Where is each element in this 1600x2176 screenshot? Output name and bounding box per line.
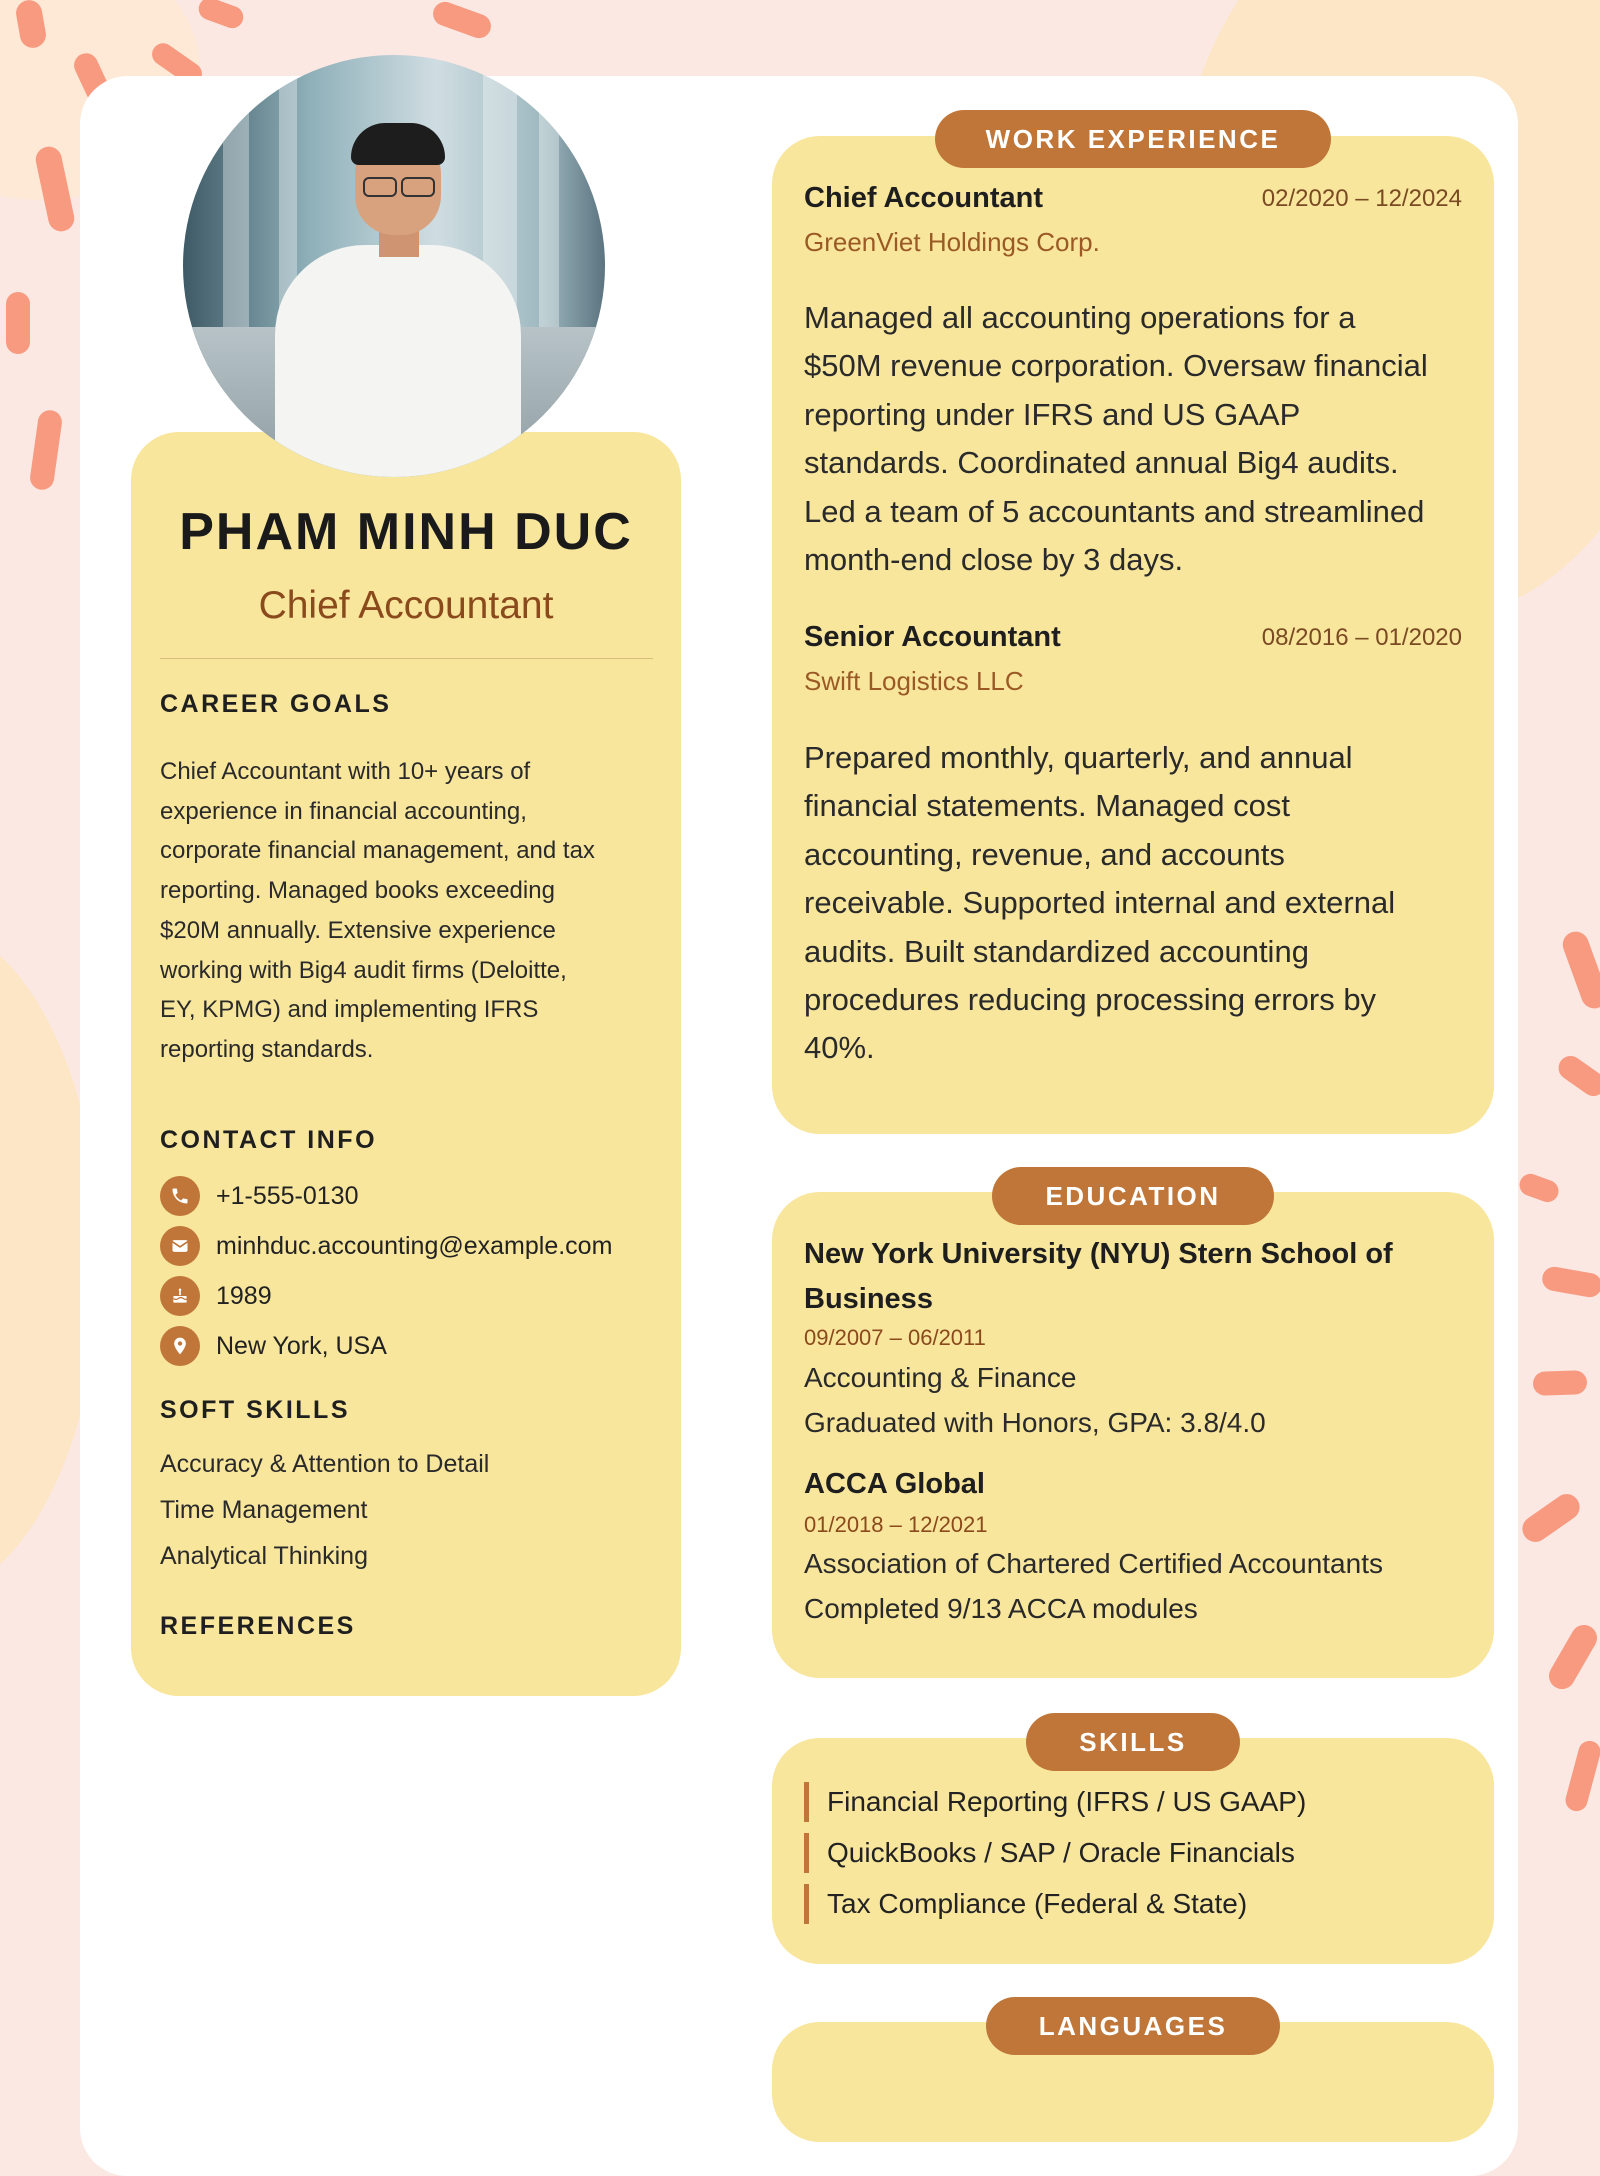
birth-year: 1989 (216, 1281, 272, 1310)
education-detail: Completed 9/13 ACCA modules (804, 1593, 1198, 1624)
job-description (804, 734, 1474, 1073)
soft-skill-item: Analytical Thinking (160, 1542, 368, 1570)
career-goals-line: $20M annually. Extensive experience (160, 916, 556, 944)
job-description-line: standards. Coordinated annual Big4 audits. (804, 445, 1399, 481)
career-goals-line: reporting standards. (160, 1035, 374, 1063)
job-description-line: Managed all accounting operations for a (804, 300, 1356, 335)
job-description-line: $50M revenue corporation. Oversaw financial (804, 348, 1428, 384)
decorative-dash (1554, 1051, 1600, 1100)
job-description (804, 294, 1474, 584)
decorative-dash (1544, 1620, 1600, 1694)
job-description-line: audits. Built standardized accounting (804, 933, 1309, 969)
career-goals-heading: CAREER GOALS (160, 690, 392, 718)
education-dates: 01/2018 – 12/2021 (804, 1512, 988, 1537)
email-icon (160, 1226, 200, 1266)
soft-skills-heading: SOFT SKILLS (160, 1396, 350, 1424)
decorative-dash (6, 292, 30, 354)
skill-item: Tax Compliance (Federal & State) (804, 1884, 1247, 1924)
education-detail: Association of Chartered Certified Accountants (804, 1548, 1383, 1579)
job-description-line: month-end close by 3 days. (804, 542, 1184, 578)
candidate-name: PHAM MINH DUC (179, 503, 633, 561)
job-description-line: accounting, revenue, and accounts (804, 836, 1285, 872)
job-description-line: 40%. (804, 1030, 875, 1066)
education-school (804, 1232, 1454, 1322)
location: New York, USA (216, 1331, 387, 1360)
career-goals-line: reporting. Managed books exceeding (160, 877, 555, 905)
location-pin-icon (160, 1326, 200, 1366)
decorative-dash (1517, 1489, 1584, 1547)
skill-item: QuickBooks / SAP / Oracle Financials (804, 1833, 1295, 1873)
work-experience-heading: WORK EXPERIENCE (935, 110, 1331, 168)
email-address: minhduc.accounting@example.com (216, 1231, 613, 1260)
education-detail: Accounting & Finance (804, 1362, 1077, 1393)
education-school-line: Business (804, 1283, 933, 1315)
phone-number: +1-555-0130 (216, 1181, 359, 1210)
profile-photo (183, 55, 605, 477)
decorative-dash (1516, 1171, 1561, 1205)
career-goals-line: experience in financial accounting, (160, 797, 527, 825)
contact-birth-year (160, 1276, 272, 1316)
career-goals-line: Chief Accountant with 10+ years of (160, 758, 531, 785)
education-school (804, 1462, 1454, 1507)
decorative-dash (430, 0, 495, 42)
job-description-line: reporting under IFRS and US GAAP (804, 396, 1301, 432)
soft-skill-item: Time Management (160, 1496, 368, 1524)
decorative-dash (1563, 1738, 1600, 1813)
decorative-dash (29, 409, 64, 492)
job-dates: 02/2020 – 12/2024 (1261, 185, 1462, 212)
job-description-line: financial statements. Managed cost (804, 788, 1290, 824)
job-title: Chief Accountant (804, 182, 1043, 214)
skills-heading: SKILLS (1026, 1713, 1240, 1771)
job-company: GreenViet Holdings Corp. (804, 227, 1100, 257)
job-description-line: receivable. Supported internal and external (804, 885, 1396, 921)
decorative-dash (196, 0, 247, 31)
job-description-line: Prepared monthly, quarterly, and annual (804, 740, 1353, 775)
candidate-role: Chief Accountant (258, 584, 554, 627)
education-school-line: New York University (NYU) Stern School of (804, 1238, 1393, 1270)
education-detail: Graduated with Honors, GPA: 3.8/4.0 (804, 1407, 1266, 1438)
career-goals-line: corporate financial management, and tax (160, 837, 595, 865)
job-description-line: Led a team of 5 accountants and streamlined (804, 493, 1425, 529)
languages-heading: LANGUAGES (986, 1997, 1280, 2055)
decorative-dash (1533, 1370, 1588, 1396)
divider (160, 658, 653, 659)
career-goals-line: EY, KPMG) and implementing IFRS (160, 996, 539, 1024)
job-description-line: procedures reducing processing errors by (804, 982, 1377, 1018)
decorative-dash (1559, 928, 1600, 1012)
education-heading: EDUCATION (992, 1167, 1274, 1225)
contact-phone[interactable] (160, 1176, 358, 1216)
contact-info-heading: CONTACT INFO (160, 1126, 378, 1154)
skill-item: Financial Reporting (IFRS / US GAAP) (804, 1782, 1306, 1822)
job-company: Swift Logistics LLC (804, 666, 1024, 696)
cake-icon (160, 1276, 200, 1316)
references-heading: REFERENCES (160, 1612, 356, 1640)
job-dates: 08/2016 – 01/2020 (1261, 624, 1462, 651)
decorative-dash (1540, 1265, 1600, 1299)
job-title: Senior Accountant (804, 621, 1061, 653)
education-dates: 09/2007 – 06/2011 (804, 1325, 986, 1350)
contact-email[interactable] (160, 1226, 612, 1266)
education-school-line: ACCA Global (804, 1468, 985, 1500)
soft-skill-item: Accuracy & Attention to Detail (160, 1450, 490, 1478)
phone-icon (160, 1176, 200, 1216)
career-goals-line: working with Big4 audit firms (Deloitte, (160, 956, 567, 984)
career-goals-text (160, 752, 650, 1070)
contact-location (160, 1326, 387, 1366)
